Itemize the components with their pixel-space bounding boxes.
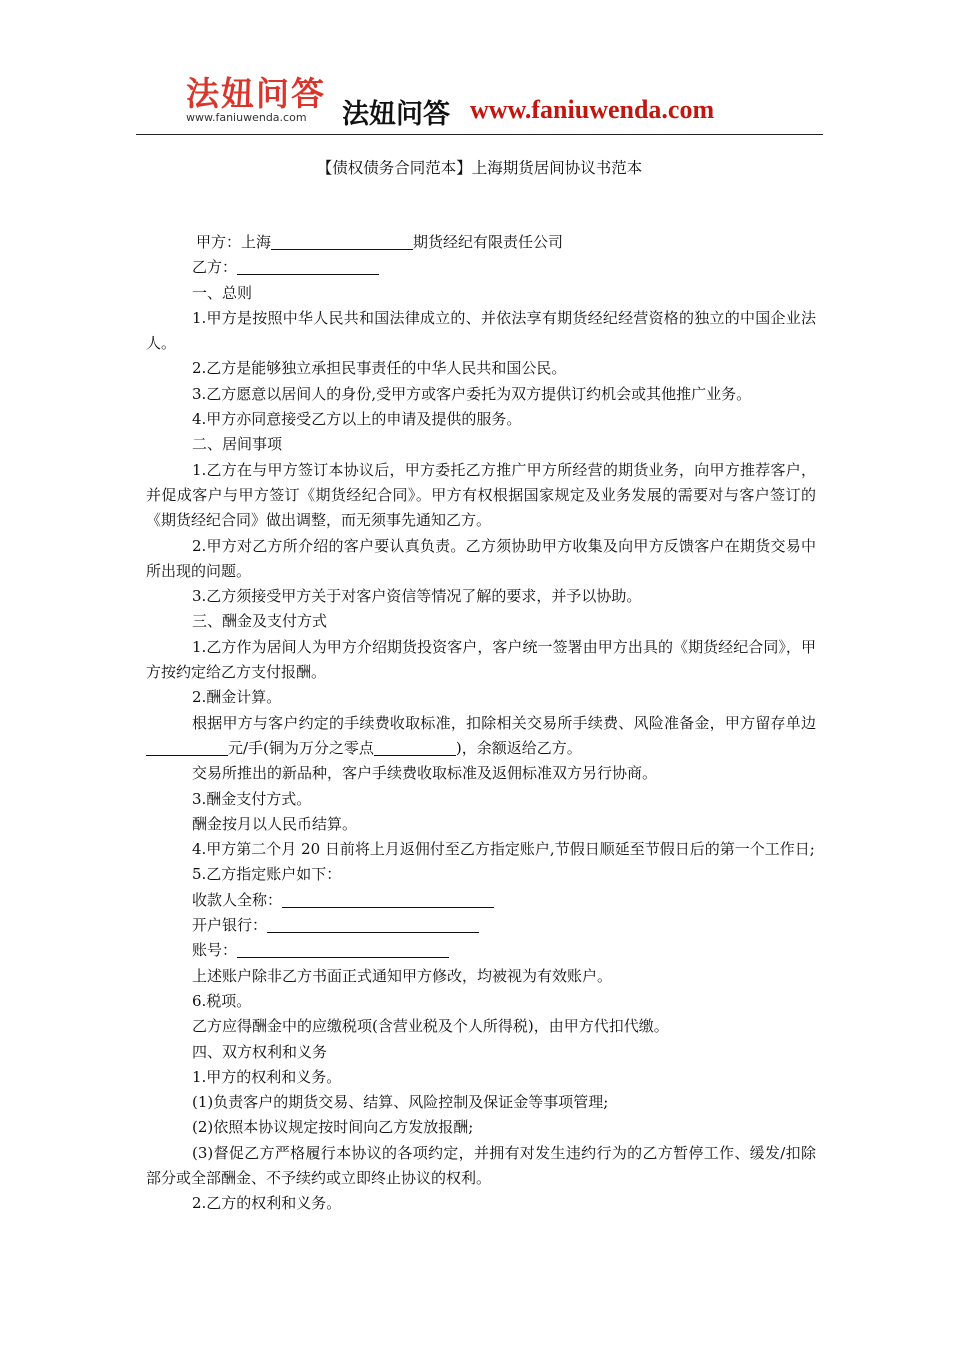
copper-rate-blank: [374, 739, 456, 756]
document-title: 【债权债务合同范本】上海期货居间协议书范本: [316, 159, 643, 177]
paragraph: 4.甲方第二个月 20 日前将上月返佣付至乙方指定账户,节假日顺延至节假日后的第一个工作日;: [192, 840, 815, 859]
payee-name-line: 收款人全称：: [146, 888, 816, 913]
paragraph: 3.酬金支付方式。: [192, 789, 312, 808]
paragraph: 4.甲方亦同意接受乙方以上的申请及提供的服务。: [192, 410, 522, 429]
paragraph: (2)依照本协议规定按时间向乙方发放报酬;: [192, 1118, 474, 1137]
paragraph: 2.甲方对乙方所介绍的客户要认真负责。乙方须协助甲方收集及向甲方反馈客户在期货交易中所出现的问题。: [146, 536, 816, 580]
unit-fee-blank: [146, 739, 228, 756]
party-b-name-blank: [237, 258, 379, 275]
paragraph: (3)督促乙方严格履行本协议的各项约定，并拥有对发生违约行为的乙方暂停工作、缓发/扣除部分或全部酬金、不予续约或立即终止协议的权利。: [146, 1143, 816, 1187]
paragraph: (1)负责客户的期货交易、结算、风险控制及保证金等事项管理;: [192, 1093, 609, 1112]
section-heading: 四、双方权利和义务: [192, 1042, 328, 1061]
paragraph: 乙方应得酬金中的应缴税项(含营业税及个人所得税)，由甲方代扣代缴。: [192, 1017, 669, 1036]
bank-name-blank: [267, 916, 479, 933]
paragraph: 交易所推出的新品种，客户手续费收取标准及返佣标准双方另行协商。: [192, 764, 658, 783]
site-logo[interactable]: [186, 76, 346, 124]
paragraph: 上述账户除非乙方书面正式通知甲方修改，均被视为有效账户。: [192, 966, 613, 985]
paragraph: 酬金按月以人民币结算。: [192, 814, 358, 833]
party-a-line: 甲方：上海 期货经纪有限责任公司: [196, 233, 564, 251]
account-line: 账号：: [146, 938, 816, 963]
paragraph: 3.乙方须接受甲方关于对客户资信等情况了解的要求，并予以协助。: [192, 587, 642, 606]
document-body: [146, 230, 816, 1217]
logo-url: www.faniuwenda.com: [186, 111, 307, 124]
site-url[interactable]: www.faniuwenda.com: [470, 95, 715, 124]
paragraph: 2.乙方的权利和义务。: [192, 1194, 342, 1213]
payee-name-blank: [282, 891, 494, 908]
paragraph: 5.乙方指定账户如下：: [192, 865, 342, 884]
section-heading: 二、居间事项: [192, 435, 283, 454]
account-number-blank: [237, 941, 449, 958]
paragraph: 1.乙方作为居间人为甲方介绍期货投资客户，客户统一签署由甲方出具的《期货经纪合同》，甲方按约定给乙方支付报酬。: [146, 637, 816, 682]
bank-line: 开户银行：: [146, 913, 816, 938]
paragraph: 2.酬金计算。: [192, 688, 282, 707]
paragraph: 6.税项。: [192, 991, 252, 1010]
paragraph: 1.甲方是按照中华人民共和国法律成立的、并依法享有期货经纪经营资格的独立的中国企业法人。: [146, 308, 816, 353]
brand-name: 法妞问答: [342, 99, 450, 130]
party-b-line: 乙方：: [146, 255, 816, 280]
site-header: [136, 72, 823, 135]
paragraph: 1.乙方在与甲方签订本协议后，甲方委托乙方推广甲方所经营的期货业务，向甲方推荐客户，并促成客户与甲方签订《期货经纪合同》。甲方有权根据国家规定及业务发展的需要对与客户签订的《期货经纪合同》做出调整，而无须事先通知乙方。: [146, 460, 816, 530]
party-a-name-blank: [271, 233, 413, 250]
logo-text: 法妞问答: [186, 74, 326, 113]
commission-calculation: 根据甲方与客户约定的手续费收取标准，扣除相关交易所手续费、风险准备金，甲方留存单边元/手(铜为万分之零点 )，余额返给乙方。: [146, 711, 816, 762]
section-heading: 一、总则: [192, 283, 253, 302]
paragraph: 1.甲方的权利和义务。: [192, 1067, 342, 1086]
paragraph: 3.乙方愿意以居间人的身份,受甲方或客户委托为双方提供订约机会或其他推广业务。: [192, 384, 752, 403]
paragraph: 2.乙方是能够独立承担民事责任的中华人民共和国公民。: [192, 359, 567, 378]
section-heading: 三、酬金及支付方式: [192, 612, 328, 631]
